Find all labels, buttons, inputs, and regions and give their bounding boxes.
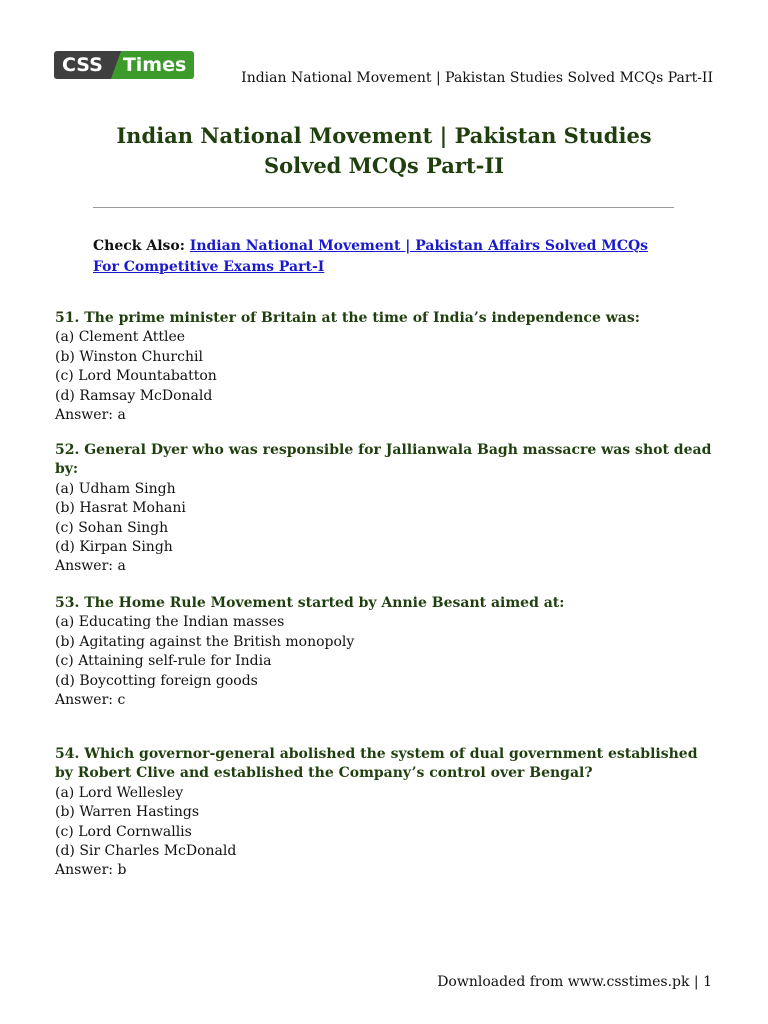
option-a: (a) Clement Attlee	[55, 329, 186, 346]
option-b: (b) Winston Churchil	[55, 348, 203, 365]
option-b: (b) Warren Hastings	[55, 804, 199, 821]
running-header-title: Indian National Movement | Pakistan Studies Solved MCQs Part-II	[241, 70, 713, 86]
option-d: (d) Sir Charles McDonald	[55, 843, 237, 860]
check-also-link-line-2: For Competitive Exams Part-I	[93, 259, 325, 275]
option-a: (a) Lord Wellesley	[55, 784, 184, 801]
option-d: (d) Ramsay McDonald	[55, 387, 213, 404]
check-also-link-line-1: Indian National Movement | Pakistan Affairs Solved MCQs	[189, 238, 649, 254]
option-c: (c) Lord Cornwallis	[55, 823, 192, 840]
page-footer: Downloaded from www.csstimes.pk | 1	[437, 974, 712, 990]
horizontal-divider	[93, 207, 674, 208]
answer: Answer: a	[55, 407, 126, 424]
check-also-block	[93, 236, 668, 278]
question-54	[55, 745, 720, 881]
logo-text-css: CSS	[54, 51, 111, 79]
option-a: (a) Educating the Indian masses	[55, 614, 285, 631]
answer: Answer: a	[55, 558, 126, 575]
question-53	[55, 594, 720, 710]
check-also-label: Check Also:	[93, 238, 185, 254]
option-d: (d) Boycotting foreign goods	[55, 672, 258, 689]
option-b: (b) Hasrat Mohani	[55, 500, 186, 517]
question-52	[55, 441, 720, 577]
option-b: (b) Agitating against the British monopoly	[55, 633, 355, 650]
question-text-line-2: by Robert Clive and established the Company’s control over Bengal?	[55, 765, 593, 782]
question-text	[55, 745, 720, 784]
question-text: 53. The Home Rule Movement started by Annie Besant aimed at:	[55, 595, 565, 611]
option-d: (d) Kirpan Singh	[55, 539, 173, 556]
question-51	[55, 309, 720, 425]
logo-text-times: Times	[121, 51, 194, 79]
question-text-line-1: 52. General Dyer who was responsible for Jallianwala Bagh massacre was shot dead	[55, 442, 712, 458]
csstimes-logo	[54, 51, 194, 79]
option-c: (c) Sohan Singh	[55, 519, 169, 536]
question-text-line-1: 54. Which governor-general abolished the system of dual government established	[55, 746, 698, 762]
page-title	[60, 121, 708, 181]
page-title-line-1: Indian National Movement | Pakistan Studies	[116, 123, 652, 148]
question-text: 51. The prime minister of Britain at the time of India’s independence was:	[55, 310, 640, 326]
logo-slash-icon	[111, 51, 121, 79]
answer: Answer: b	[55, 862, 127, 879]
option-c: (c) Lord Mountabatton	[55, 368, 217, 385]
answer: Answer: c	[55, 692, 126, 709]
option-a: (a) Udham Singh	[55, 480, 176, 497]
question-text	[55, 441, 720, 480]
option-c: (c) Attaining self-rule for India	[55, 653, 272, 670]
question-text-line-2: by:	[55, 461, 79, 478]
page-title-line-2: Solved MCQs Part-II	[263, 153, 505, 178]
